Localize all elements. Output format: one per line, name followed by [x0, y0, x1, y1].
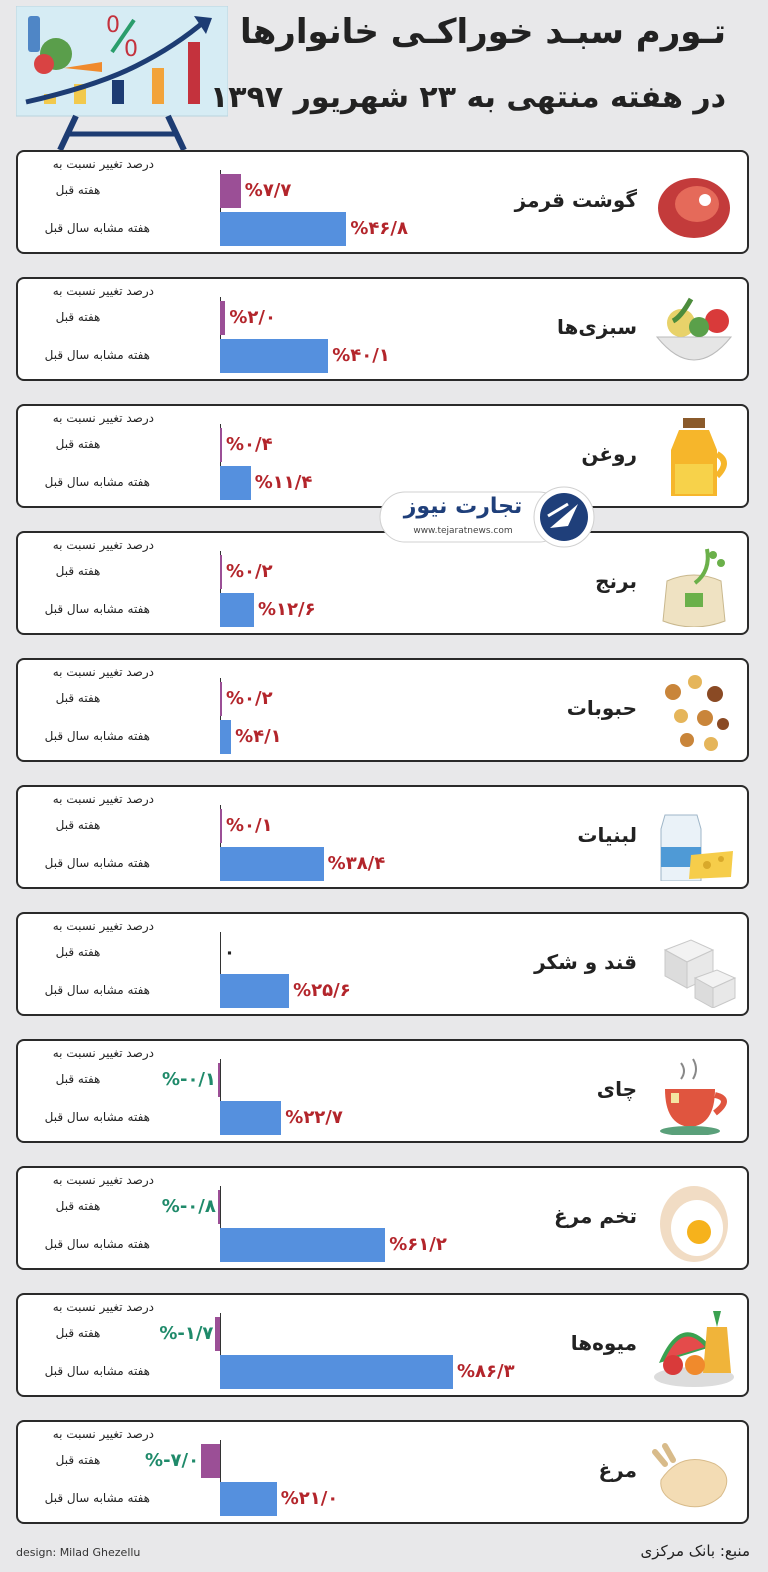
- same-week-last-year-value: %۲۵/۶: [293, 980, 351, 1001]
- main-title: تـورم سبـد خوراکـی خانوارها: [239, 12, 726, 52]
- designer-credit: design: Milad Ghezellu: [16, 1546, 141, 1559]
- same-week-last-year-bar: [220, 593, 254, 627]
- fruits-icon: [651, 1303, 737, 1389]
- prev-week-bar: [220, 428, 222, 462]
- oil-bottle-icon: [651, 414, 737, 500]
- same-week-last-year-label: هفته مشابه سال قبل: [44, 348, 150, 362]
- prev-week-bar: [220, 301, 225, 335]
- vegetables-bowl-icon: [651, 287, 737, 373]
- same-week-last-year-label: هفته مشابه سال قبل: [44, 856, 150, 870]
- tejaratnews-logo: [378, 486, 598, 548]
- svg-text:0: 0: [124, 37, 138, 62]
- prev-week-value: %-۰/۱: [161, 1069, 216, 1090]
- same-week-last-year-bar: [220, 1101, 281, 1135]
- same-week-last-year-label: هفته مشابه سال قبل: [44, 1364, 150, 1378]
- same-week-last-year-value: %۱۱/۴: [254, 472, 313, 493]
- same-week-last-year-value: %۴۶/۸: [350, 218, 408, 239]
- change-header-label: درصد تغییر نسبت به: [52, 1300, 154, 1314]
- svg-text:0: 0: [106, 13, 120, 38]
- egg-icon: [651, 1176, 737, 1262]
- item-row: [16, 785, 749, 889]
- prev-week-bar: [220, 682, 222, 716]
- prev-week-label: هفته قبل: [55, 691, 101, 705]
- prev-week-bar: [218, 1063, 220, 1097]
- item-name: لبنیات: [577, 823, 637, 847]
- source-credit: منبع: بانک مرکزی: [640, 1542, 750, 1560]
- prev-week-label: هفته قبل: [55, 1199, 101, 1213]
- prev-week-value: %-۰/۸: [161, 1196, 216, 1217]
- same-week-last-year-value: %۶۱/۲: [389, 1234, 447, 1255]
- item-name: روغن: [581, 442, 637, 466]
- item-name: چای: [596, 1077, 637, 1101]
- item-row: [16, 150, 749, 254]
- prev-week-value: %۲/۰: [229, 307, 276, 328]
- item-name: گوشت قرمز: [514, 188, 637, 212]
- header: [0, 0, 768, 150]
- dairy-icon: [651, 795, 737, 881]
- item-row: [16, 912, 749, 1016]
- rice-sack-icon: [651, 541, 737, 627]
- prev-week-value: %۰/۲: [226, 688, 273, 709]
- item-row: [16, 658, 749, 762]
- same-week-last-year-value: %۲۲/۷: [285, 1107, 343, 1128]
- same-week-last-year-value: %۲۱/۰: [280, 1488, 339, 1509]
- same-week-last-year-label: هفته مشابه سال قبل: [44, 729, 150, 743]
- same-week-last-year-bar: [220, 1355, 453, 1389]
- item-name: برنج: [595, 569, 637, 593]
- logo-url: www.tejaratnews.com: [413, 526, 513, 536]
- same-week-last-year-bar: [220, 847, 324, 881]
- same-week-last-year-label: هفته مشابه سال قبل: [44, 1110, 150, 1124]
- tea-cup-icon: [651, 1049, 737, 1135]
- prev-week-label: هفته قبل: [55, 1326, 101, 1340]
- item-name: حبوبات: [566, 696, 637, 720]
- prev-week-value: %-۷/۰: [145, 1450, 200, 1471]
- subtitle: در هفته منتهی به ۲۳ شهریور ۱۳۹۷: [209, 80, 726, 115]
- change-header-label: درصد تغییر نسبت به: [52, 538, 154, 552]
- item-row: [16, 277, 749, 381]
- same-week-last-year-label: هفته مشابه سال قبل: [44, 1491, 150, 1505]
- prev-week-label: هفته قبل: [55, 564, 101, 578]
- item-name: میوه‌ها: [570, 1331, 637, 1355]
- change-header-label: درصد تغییر نسبت به: [52, 1046, 154, 1060]
- change-header-label: درصد تغییر نسبت به: [52, 1427, 154, 1441]
- prev-week-bar: [220, 809, 222, 843]
- item-name: سبزی‌ها: [557, 315, 637, 339]
- prev-week-label: هفته قبل: [55, 945, 101, 959]
- same-week-last-year-bar: [220, 974, 289, 1008]
- prev-week-label: هفته قبل: [55, 437, 101, 451]
- prev-week-label: هفته قبل: [55, 183, 101, 197]
- change-header-label: درصد تغییر نسبت به: [52, 157, 154, 171]
- prev-week-bar: [218, 1190, 220, 1224]
- same-week-last-year-value: %۱۲/۶: [258, 599, 316, 620]
- same-week-last-year-value: %۸۶/۳: [457, 1361, 515, 1382]
- prev-week-bar: [215, 1317, 220, 1351]
- same-week-last-year-bar: [220, 466, 251, 500]
- same-week-last-year-label: هفته مشابه سال قبل: [44, 983, 150, 997]
- prev-week-label: هفته قبل: [55, 310, 101, 324]
- change-header-label: درصد تغییر نسبت به: [52, 411, 154, 425]
- prev-week-value: %۰/۲: [226, 561, 273, 582]
- item-name: قند و شکر: [534, 950, 637, 974]
- prev-week-label: هفته قبل: [55, 1453, 101, 1467]
- same-week-last-year-bar: [220, 720, 231, 754]
- same-week-last-year-bar: [220, 1482, 277, 1516]
- item-name: مرغ: [598, 1458, 637, 1482]
- same-week-last-year-label: هفته مشابه سال قبل: [44, 475, 150, 489]
- item-row: [16, 1039, 749, 1143]
- item-name: تخم مرغ: [553, 1204, 637, 1228]
- logo-text: تجارت نیوز: [403, 494, 523, 519]
- item-row: [16, 1293, 749, 1397]
- prev-week-label: هفته قبل: [55, 1072, 101, 1086]
- meat-icon: [651, 160, 737, 246]
- same-week-last-year-label: هفته مشابه سال قبل: [44, 221, 150, 235]
- prev-week-value: ۰: [224, 942, 235, 963]
- item-row: [16, 1420, 749, 1524]
- item-row: [16, 1166, 749, 1270]
- prev-week-bar: [220, 174, 241, 208]
- same-week-last-year-bar: [220, 1228, 385, 1262]
- same-week-last-year-label: هفته مشابه سال قبل: [44, 602, 150, 616]
- change-header-label: درصد تغییر نسبت به: [52, 284, 154, 298]
- change-header-label: درصد تغییر نسبت به: [52, 1173, 154, 1187]
- chicken-icon: [651, 1430, 737, 1516]
- change-header-label: درصد تغییر نسبت به: [52, 792, 154, 806]
- same-week-last-year-label: هفته مشابه سال قبل: [44, 1237, 150, 1251]
- same-week-last-year-value: %۴۰/۱: [332, 345, 390, 366]
- inflation-chart-illustration: [16, 6, 228, 150]
- change-header-label: درصد تغییر نسبت به: [52, 665, 154, 679]
- prev-week-bar: [201, 1444, 220, 1478]
- same-week-last-year-bar: [220, 339, 328, 373]
- same-week-last-year-value: %۴/۱: [235, 726, 282, 747]
- prev-week-value: %۰/۱: [226, 815, 273, 836]
- same-week-last-year-bar: [220, 212, 346, 246]
- prev-week-value: %۷/۷: [244, 180, 292, 201]
- change-header-label: درصد تغییر نسبت به: [52, 919, 154, 933]
- prev-week-value: %۰/۴: [226, 434, 273, 455]
- legumes-icon: [651, 668, 737, 754]
- sugar-cubes-icon: [651, 922, 737, 1008]
- same-week-last-year-value: %۳۸/۴: [327, 853, 386, 874]
- prev-week-value: %-۱/۷: [159, 1323, 214, 1344]
- prev-week-bar: [220, 555, 222, 589]
- prev-week-label: هفته قبل: [55, 818, 101, 832]
